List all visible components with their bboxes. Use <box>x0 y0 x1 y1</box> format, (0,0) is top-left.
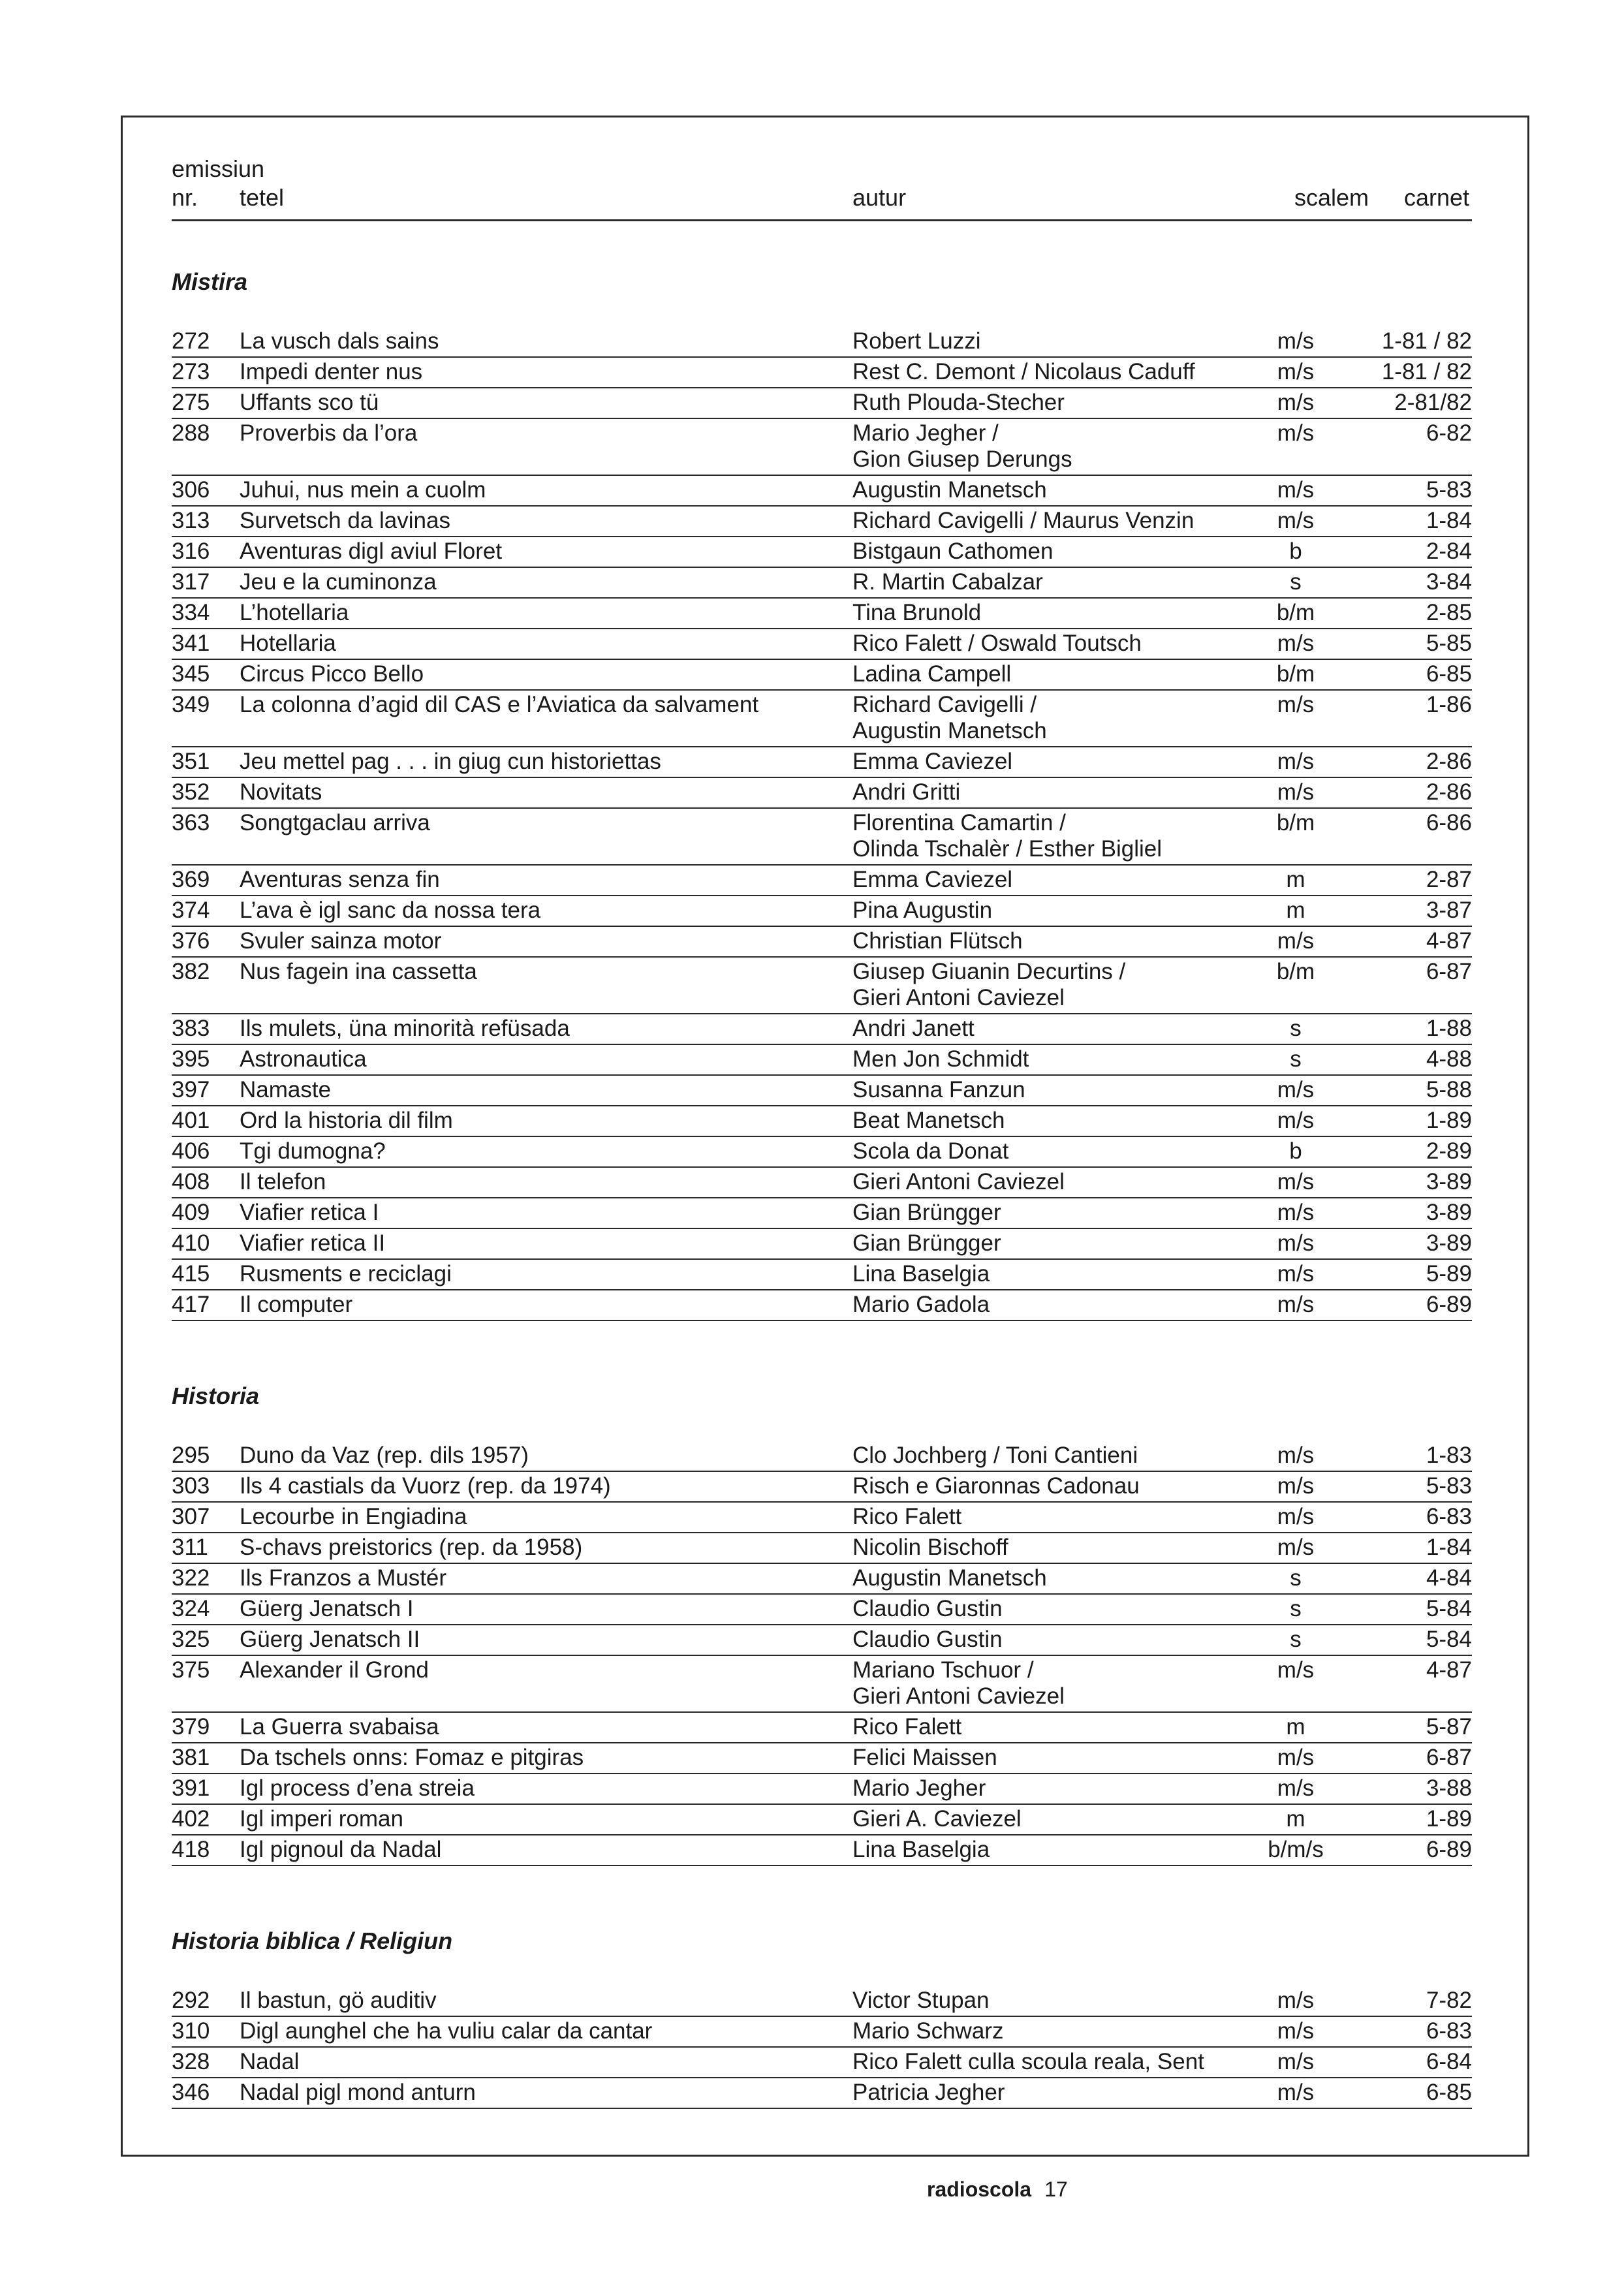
row-author: Susanna Fanzun <box>852 1077 1025 1102</box>
row-scale: s <box>1290 1627 1302 1652</box>
row-author: Patricia Jegher <box>852 2080 1005 2105</box>
emission-number: 410 <box>172 1230 210 1256</box>
emission-number: 303 <box>172 1473 210 1499</box>
row-carnet: 4-87 <box>1426 1657 1472 1683</box>
emission-number: 307 <box>172 1504 210 1529</box>
table-row <box>172 327 1472 358</box>
emission-number: 415 <box>172 1261 210 1287</box>
emission-number: 316 <box>172 539 210 564</box>
table-row <box>172 1503 1472 1533</box>
emission-number: 349 <box>172 692 210 717</box>
row-scale: s <box>1290 1565 1302 1591</box>
row-carnet: 6-85 <box>1426 2080 1472 2105</box>
emission-number: 401 <box>172 1108 210 1133</box>
row-carnet: 2-86 <box>1426 749 1472 774</box>
table-row <box>172 1595 1472 1625</box>
row-title: Ils 4 castials da Vuorz (rep. da 1974) <box>240 1473 611 1499</box>
row-author: Men Jon Schmidt <box>852 1046 1029 1072</box>
table-row <box>172 1045 1472 1076</box>
row-title: Alexander il Grond <box>240 1657 429 1683</box>
page-footer <box>927 2178 1068 2202</box>
row-author: Claudio Gustin <box>852 1596 1003 1621</box>
row-carnet: 2-86 <box>1426 779 1472 805</box>
row-scale: b/m <box>1276 600 1315 625</box>
row-carnet: 1-84 <box>1426 508 1472 533</box>
emission-number: 324 <box>172 1596 210 1621</box>
row-title: Aventuras senza fin <box>240 867 440 892</box>
row-carnet: 3-88 <box>1426 1775 1472 1801</box>
row-carnet: 4-88 <box>1426 1046 1472 1072</box>
row-scale: m/s <box>1277 508 1315 533</box>
sections-container <box>172 268 1472 2109</box>
row-title: Viafier retica I <box>240 1200 379 1225</box>
row-author: Rico Falett <box>852 1504 962 1529</box>
row-author: Giusep Giuanin Decurtins / Gieri Antoni Caviezel <box>852 959 1126 1010</box>
row-author: Rest C. Demont / Nicolaus Caduff <box>852 359 1195 384</box>
header-emission: emissiun <box>172 155 265 182</box>
row-carnet: 2-81/82 <box>1394 390 1472 415</box>
row-author: Claudio Gustin <box>852 1627 1003 1652</box>
row-author: Ruth Plouda-Stecher <box>852 390 1065 415</box>
row-carnet: 1-81 / 82 <box>1381 359 1472 384</box>
row-title: Jeu mettel pag . . . in giug cun historiettas <box>240 749 661 774</box>
row-scale: b/m/s <box>1268 1837 1324 1862</box>
header-nr: nr. <box>172 184 198 211</box>
row-carnet: 6-85 <box>1426 661 1472 687</box>
row-title: Astronautica <box>240 1046 367 1072</box>
row-carnet: 5-84 <box>1426 1596 1472 1621</box>
row-scale: m/s <box>1277 2049 1315 2074</box>
emission-number: 272 <box>172 328 210 354</box>
header-carnet: carnet <box>1404 184 1470 211</box>
row-scale: m/s <box>1277 390 1315 415</box>
table-row <box>172 419 1472 476</box>
table-row <box>172 537 1472 568</box>
emission-number: 311 <box>172 1535 208 1560</box>
row-carnet: 1-89 <box>1426 1108 1472 1133</box>
row-carnet: 5-84 <box>1426 1627 1472 1652</box>
header-title: tetel <box>240 184 285 211</box>
row-scale: m/s <box>1277 1745 1315 1770</box>
emission-number: 382 <box>172 959 210 984</box>
page-number: 17 <box>1044 2178 1068 2201</box>
row-title: Aventuras digl aviul Floret <box>240 539 503 564</box>
row-title: L’hotellaria <box>240 600 349 625</box>
row-scale: m/s <box>1277 928 1315 954</box>
emission-number: 341 <box>172 631 210 656</box>
row-scale: m/s <box>1277 1292 1315 1317</box>
emission-number: 418 <box>172 1837 210 1862</box>
row-scale: m/s <box>1277 1473 1315 1499</box>
emission-number: 363 <box>172 810 210 835</box>
emission-number: 409 <box>172 1200 210 1225</box>
emission-number: 408 <box>172 1169 210 1194</box>
row-carnet: 3-84 <box>1426 569 1472 595</box>
table-row <box>172 388 1472 419</box>
emission-number: 376 <box>172 928 210 954</box>
row-scale: s <box>1290 1596 1302 1621</box>
emission-number: 381 <box>172 1745 210 1770</box>
table-row <box>172 1137 1472 1168</box>
table-row <box>172 1290 1472 1321</box>
row-author: Ladina Campell <box>852 661 1012 687</box>
row-scale: b/m <box>1276 661 1315 687</box>
emission-number: 310 <box>172 2018 210 2044</box>
row-scale: m/s <box>1277 1108 1315 1133</box>
row-carnet: 2-84 <box>1426 539 1472 564</box>
header-scale: scalem <box>1294 184 1369 211</box>
row-scale: b/m <box>1276 959 1315 984</box>
table-row <box>172 958 1472 1014</box>
section-title: Mistira <box>172 268 248 295</box>
table-row <box>172 927 1472 958</box>
emission-number: 328 <box>172 2049 210 2074</box>
table-row <box>172 1168 1472 1198</box>
row-scale: m/s <box>1277 420 1315 446</box>
row-author: Augustin Manetsch <box>852 1565 1047 1591</box>
row-title: Nus fagein ina cassetta <box>240 959 477 984</box>
row-author: Gieri A. Caviezel <box>852 1806 1022 1832</box>
row-author: Augustin Manetsch <box>852 477 1047 503</box>
table-row <box>172 1229 1472 1260</box>
emission-number: 306 <box>172 477 210 503</box>
emission-number: 374 <box>172 898 210 923</box>
emission-number: 397 <box>172 1077 210 1102</box>
row-scale: m <box>1286 1806 1305 1832</box>
emission-number: 275 <box>172 390 210 415</box>
row-carnet: 7-82 <box>1426 1988 1472 2013</box>
row-author: Emma Caviezel <box>852 749 1013 774</box>
row-title: L’ava è igl sanc da nossa tera <box>240 898 541 923</box>
row-author: Gieri Antoni Caviezel <box>852 1169 1065 1194</box>
catalog-table <box>172 151 1472 2109</box>
row-title: Güerg Jenatsch II <box>240 1627 420 1652</box>
row-carnet: 6-83 <box>1426 1504 1472 1529</box>
table-row <box>172 1076 1472 1106</box>
row-title: Tgi dumogna? <box>240 1138 386 1164</box>
emission-number: 273 <box>172 359 210 384</box>
row-scale: m/s <box>1277 1200 1315 1225</box>
table-row <box>172 1472 1472 1503</box>
row-scale: m/s <box>1277 779 1315 805</box>
row-author: Robert Luzzi <box>852 328 981 354</box>
row-title: La vusch dals sains <box>240 328 439 354</box>
emission-number: 395 <box>172 1046 210 1072</box>
row-scale: m/s <box>1277 1535 1315 1560</box>
table-row <box>172 1014 1472 1045</box>
table-row <box>172 1625 1472 1656</box>
emission-number: 317 <box>172 569 210 595</box>
row-scale: b/m <box>1276 810 1315 835</box>
row-carnet: 6-89 <box>1426 1292 1472 1317</box>
section-title: Historia biblica / Religiun <box>172 1928 453 1954</box>
row-scale: m/s <box>1277 2018 1315 2044</box>
emission-number: 322 <box>172 1565 210 1591</box>
table-row <box>172 2078 1472 2109</box>
row-title: Ils mulets, üna minorità refüsada <box>240 1016 570 1041</box>
emission-number: 325 <box>172 1627 210 1652</box>
emission-number: 406 <box>172 1138 210 1164</box>
row-author: Rico Falett <box>852 1714 962 1740</box>
row-author: Beat Manetsch <box>852 1108 1005 1133</box>
row-author: Victor Stupan <box>852 1988 990 2013</box>
row-scale: m <box>1286 1714 1305 1740</box>
emission-number: 352 <box>172 779 210 805</box>
row-author: Rico Falett culla scoula reala, Sent <box>852 2049 1204 2074</box>
table-row <box>172 809 1472 866</box>
row-carnet: 6-89 <box>1426 1837 1472 1862</box>
row-author: Mario Schwarz <box>852 2018 1004 2044</box>
emission-number: 313 <box>172 508 210 533</box>
table-row <box>172 1656 1472 1713</box>
row-title: Igl imperi roman <box>240 1806 403 1832</box>
row-author: Rico Falett / Oswald Toutsch <box>852 631 1142 656</box>
row-carnet: 3-87 <box>1426 898 1472 923</box>
row-carnet: 1-83 <box>1426 1443 1472 1468</box>
row-title: Duno da Vaz (rep. dils 1957) <box>240 1443 529 1468</box>
row-author: Bistgaun Cathomen <box>852 539 1054 564</box>
row-scale: s <box>1290 1016 1302 1041</box>
row-author: Mariano Tschuor / Gieri Antoni Caviezel <box>852 1657 1065 1709</box>
row-carnet: 5-83 <box>1426 1473 1472 1499</box>
row-scale: m/s <box>1277 1230 1315 1256</box>
row-carnet: 6-84 <box>1426 2049 1472 2074</box>
row-title: S-chavs preistorics (rep. da 1958) <box>240 1535 583 1560</box>
row-title: Svuler sainza motor <box>240 928 442 954</box>
row-title: Jeu e la cuminonza <box>240 569 437 595</box>
table-row <box>172 2048 1472 2078</box>
table-row <box>172 1533 1472 1564</box>
row-carnet: 6-87 <box>1426 959 1472 984</box>
table-row <box>172 629 1472 660</box>
row-carnet: 6-87 <box>1426 1745 1472 1770</box>
row-author: Richard Cavigelli / Augustin Manetsch <box>852 692 1047 743</box>
row-author: Scola da Donat <box>852 1138 1009 1164</box>
row-scale: m <box>1286 898 1305 923</box>
row-title: Ord la historia dil film <box>240 1108 453 1133</box>
table-row <box>172 866 1472 896</box>
row-title: Lecourbe in Engiadina <box>240 1504 467 1529</box>
row-scale: b <box>1289 539 1302 564</box>
row-carnet: 6-86 <box>1426 810 1472 835</box>
emission-number: 292 <box>172 1988 210 2013</box>
emission-number: 351 <box>172 749 210 774</box>
footer-brand: radioscola <box>927 2178 1032 2201</box>
emission-number: 295 <box>172 1443 210 1468</box>
table-row <box>172 568 1472 599</box>
row-scale: m/s <box>1277 1077 1315 1102</box>
row-carnet: 2-87 <box>1426 867 1472 892</box>
row-author: Risch e Giaronnas Cadonau <box>852 1473 1140 1499</box>
table-row <box>172 358 1472 388</box>
row-carnet: 4-87 <box>1426 928 1472 954</box>
row-carnet: 5-85 <box>1426 631 1472 656</box>
row-title: Survetsch da lavinas <box>240 508 450 533</box>
table-row <box>172 1743 1472 1774</box>
row-scale: m/s <box>1277 1443 1315 1468</box>
section-title: Historia <box>172 1382 260 1409</box>
table-row <box>172 507 1472 537</box>
emission-number: 391 <box>172 1775 210 1801</box>
row-author: R. Martin Cabalzar <box>852 569 1043 595</box>
row-scale: m/s <box>1277 692 1315 717</box>
row-title: Nadal pigl mond anturn <box>240 2080 476 2105</box>
row-scale: s <box>1290 569 1302 595</box>
row-author: Richard Cavigelli / Maurus Venzin <box>852 508 1195 533</box>
row-scale: m/s <box>1277 2080 1315 2105</box>
row-title: La colonna d’agid dil CAS e l’Aviatica da salvament <box>240 692 759 717</box>
row-scale: m/s <box>1277 631 1315 656</box>
row-carnet: 5-89 <box>1426 1261 1472 1287</box>
row-title: Igl process d’ena streia <box>240 1775 475 1801</box>
row-carnet: 5-87 <box>1426 1714 1472 1740</box>
row-title: Da tschels onns: Fomaz e pitgiras <box>240 1745 584 1770</box>
row-author: Gian Brüngger <box>852 1200 1001 1225</box>
table-row <box>172 1835 1472 1866</box>
row-carnet: 5-88 <box>1426 1077 1472 1102</box>
row-scale: m/s <box>1277 1169 1315 1194</box>
emission-number: 346 <box>172 2080 210 2105</box>
row-author: Florentina Camartin / Olinda Tschalèr / Esther Bigliel <box>852 810 1163 862</box>
table-row <box>172 599 1472 629</box>
row-title: Impedi denter nus <box>240 359 423 384</box>
row-scale: s <box>1290 1046 1302 1072</box>
row-carnet: 1-89 <box>1426 1806 1472 1832</box>
table-header <box>172 151 1472 221</box>
row-carnet: 1-84 <box>1426 1535 1472 1560</box>
table-row <box>172 1713 1472 1743</box>
row-carnet: 3-89 <box>1426 1230 1472 1256</box>
row-author: Clo Jochberg / Toni Cantieni <box>852 1443 1138 1468</box>
table-row <box>172 1986 1472 2017</box>
row-carnet: 2-85 <box>1426 600 1472 625</box>
table-row <box>172 778 1472 809</box>
row-author: Mario Gadola <box>852 1292 990 1317</box>
table-row <box>172 747 1472 778</box>
row-author: Gian Brüngger <box>852 1230 1001 1256</box>
row-title: Il telefon <box>240 1169 326 1194</box>
row-title: Songtgaclau arriva <box>240 810 430 835</box>
table-row <box>172 1774 1472 1805</box>
row-author: Christian Flütsch <box>852 928 1023 954</box>
row-carnet: 6-83 <box>1426 2018 1472 2044</box>
row-title: Rusments e reciclagi <box>240 1261 452 1287</box>
row-carnet: 3-89 <box>1426 1169 1472 1194</box>
row-author: Mario Jegher <box>852 1775 986 1801</box>
emission-number: 345 <box>172 661 210 687</box>
row-carnet: 5-83 <box>1426 477 1472 503</box>
row-title: Uffants sco tü <box>240 390 379 415</box>
emission-number: 379 <box>172 1714 210 1740</box>
table-row <box>172 1441 1472 1472</box>
row-author: Andri Janett <box>852 1016 975 1041</box>
row-author: Lina Baselgia <box>852 1837 990 1862</box>
row-scale: b <box>1289 1138 1302 1164</box>
table-row <box>172 1805 1472 1835</box>
table-row <box>172 691 1472 747</box>
row-title: La Guerra svabaisa <box>240 1714 439 1740</box>
row-scale: m/s <box>1277 1988 1315 2013</box>
row-scale: m/s <box>1277 359 1315 384</box>
emission-number: 369 <box>172 867 210 892</box>
row-title: Juhui, nus mein a cuolm <box>240 477 486 503</box>
table-row <box>172 476 1472 507</box>
row-title: Digl aunghel che ha vuliu calar da cantar <box>240 2018 653 2044</box>
table-row <box>172 1198 1472 1229</box>
row-author: Emma Caviezel <box>852 867 1013 892</box>
emission-number: 383 <box>172 1016 210 1041</box>
row-scale: m/s <box>1277 328 1315 354</box>
row-title: Igl pignoul da Nadal <box>240 1837 442 1862</box>
row-carnet: 2-89 <box>1426 1138 1472 1164</box>
emission-number: 375 <box>172 1657 210 1683</box>
row-title: Il computer <box>240 1292 353 1317</box>
header-author: autur <box>852 184 907 211</box>
row-author: Lina Baselgia <box>852 1261 990 1287</box>
row-author: Tina Brunold <box>852 600 982 625</box>
row-scale: m/s <box>1277 1775 1315 1801</box>
row-carnet: 1-81 / 82 <box>1381 328 1472 354</box>
row-title: Ils Franzos a Mustér <box>240 1565 447 1591</box>
row-title: Proverbis da l’ora <box>240 420 418 446</box>
row-scale: m <box>1286 867 1305 892</box>
row-carnet: 1-88 <box>1426 1016 1472 1041</box>
row-title: Viafier retica II <box>240 1230 386 1256</box>
row-author: Pina Augustin <box>852 898 993 923</box>
row-carnet: 6-82 <box>1426 420 1472 446</box>
emission-number: 334 <box>172 600 210 625</box>
row-author: Mario Jegher / Gion Giusep Derungs <box>852 420 1072 472</box>
row-carnet: 4-84 <box>1426 1565 1472 1591</box>
row-title: Il bastun, gö auditiv <box>240 1988 437 2013</box>
row-title: Namaste <box>240 1077 332 1102</box>
emission-number: 402 <box>172 1806 210 1832</box>
row-carnet: 1-86 <box>1426 692 1472 717</box>
row-author: Nicolin Bischoff <box>852 1535 1008 1560</box>
row-title: Güerg Jenatsch I <box>240 1596 414 1621</box>
row-title: Circus Picco Bello <box>240 661 424 687</box>
row-scale: m/s <box>1277 1504 1315 1529</box>
table-row <box>172 896 1472 927</box>
emission-number: 288 <box>172 420 210 446</box>
table-row <box>172 1564 1472 1595</box>
row-author: Andri Gritti <box>852 779 961 805</box>
row-carnet: 3-89 <box>1426 1200 1472 1225</box>
table-row <box>172 1260 1472 1290</box>
emission-number: 417 <box>172 1292 210 1317</box>
table-row <box>172 1106 1472 1137</box>
table-row <box>172 660 1472 691</box>
row-scale: m/s <box>1277 477 1315 503</box>
row-title: Novitats <box>240 779 322 805</box>
row-author: Felici Maissen <box>852 1745 997 1770</box>
row-scale: m/s <box>1277 1657 1315 1683</box>
table-row <box>172 2017 1472 2048</box>
row-title: Nadal <box>240 2049 300 2074</box>
row-title: Hotellaria <box>240 631 336 656</box>
row-scale: m/s <box>1277 749 1315 774</box>
row-scale: m/s <box>1277 1261 1315 1287</box>
